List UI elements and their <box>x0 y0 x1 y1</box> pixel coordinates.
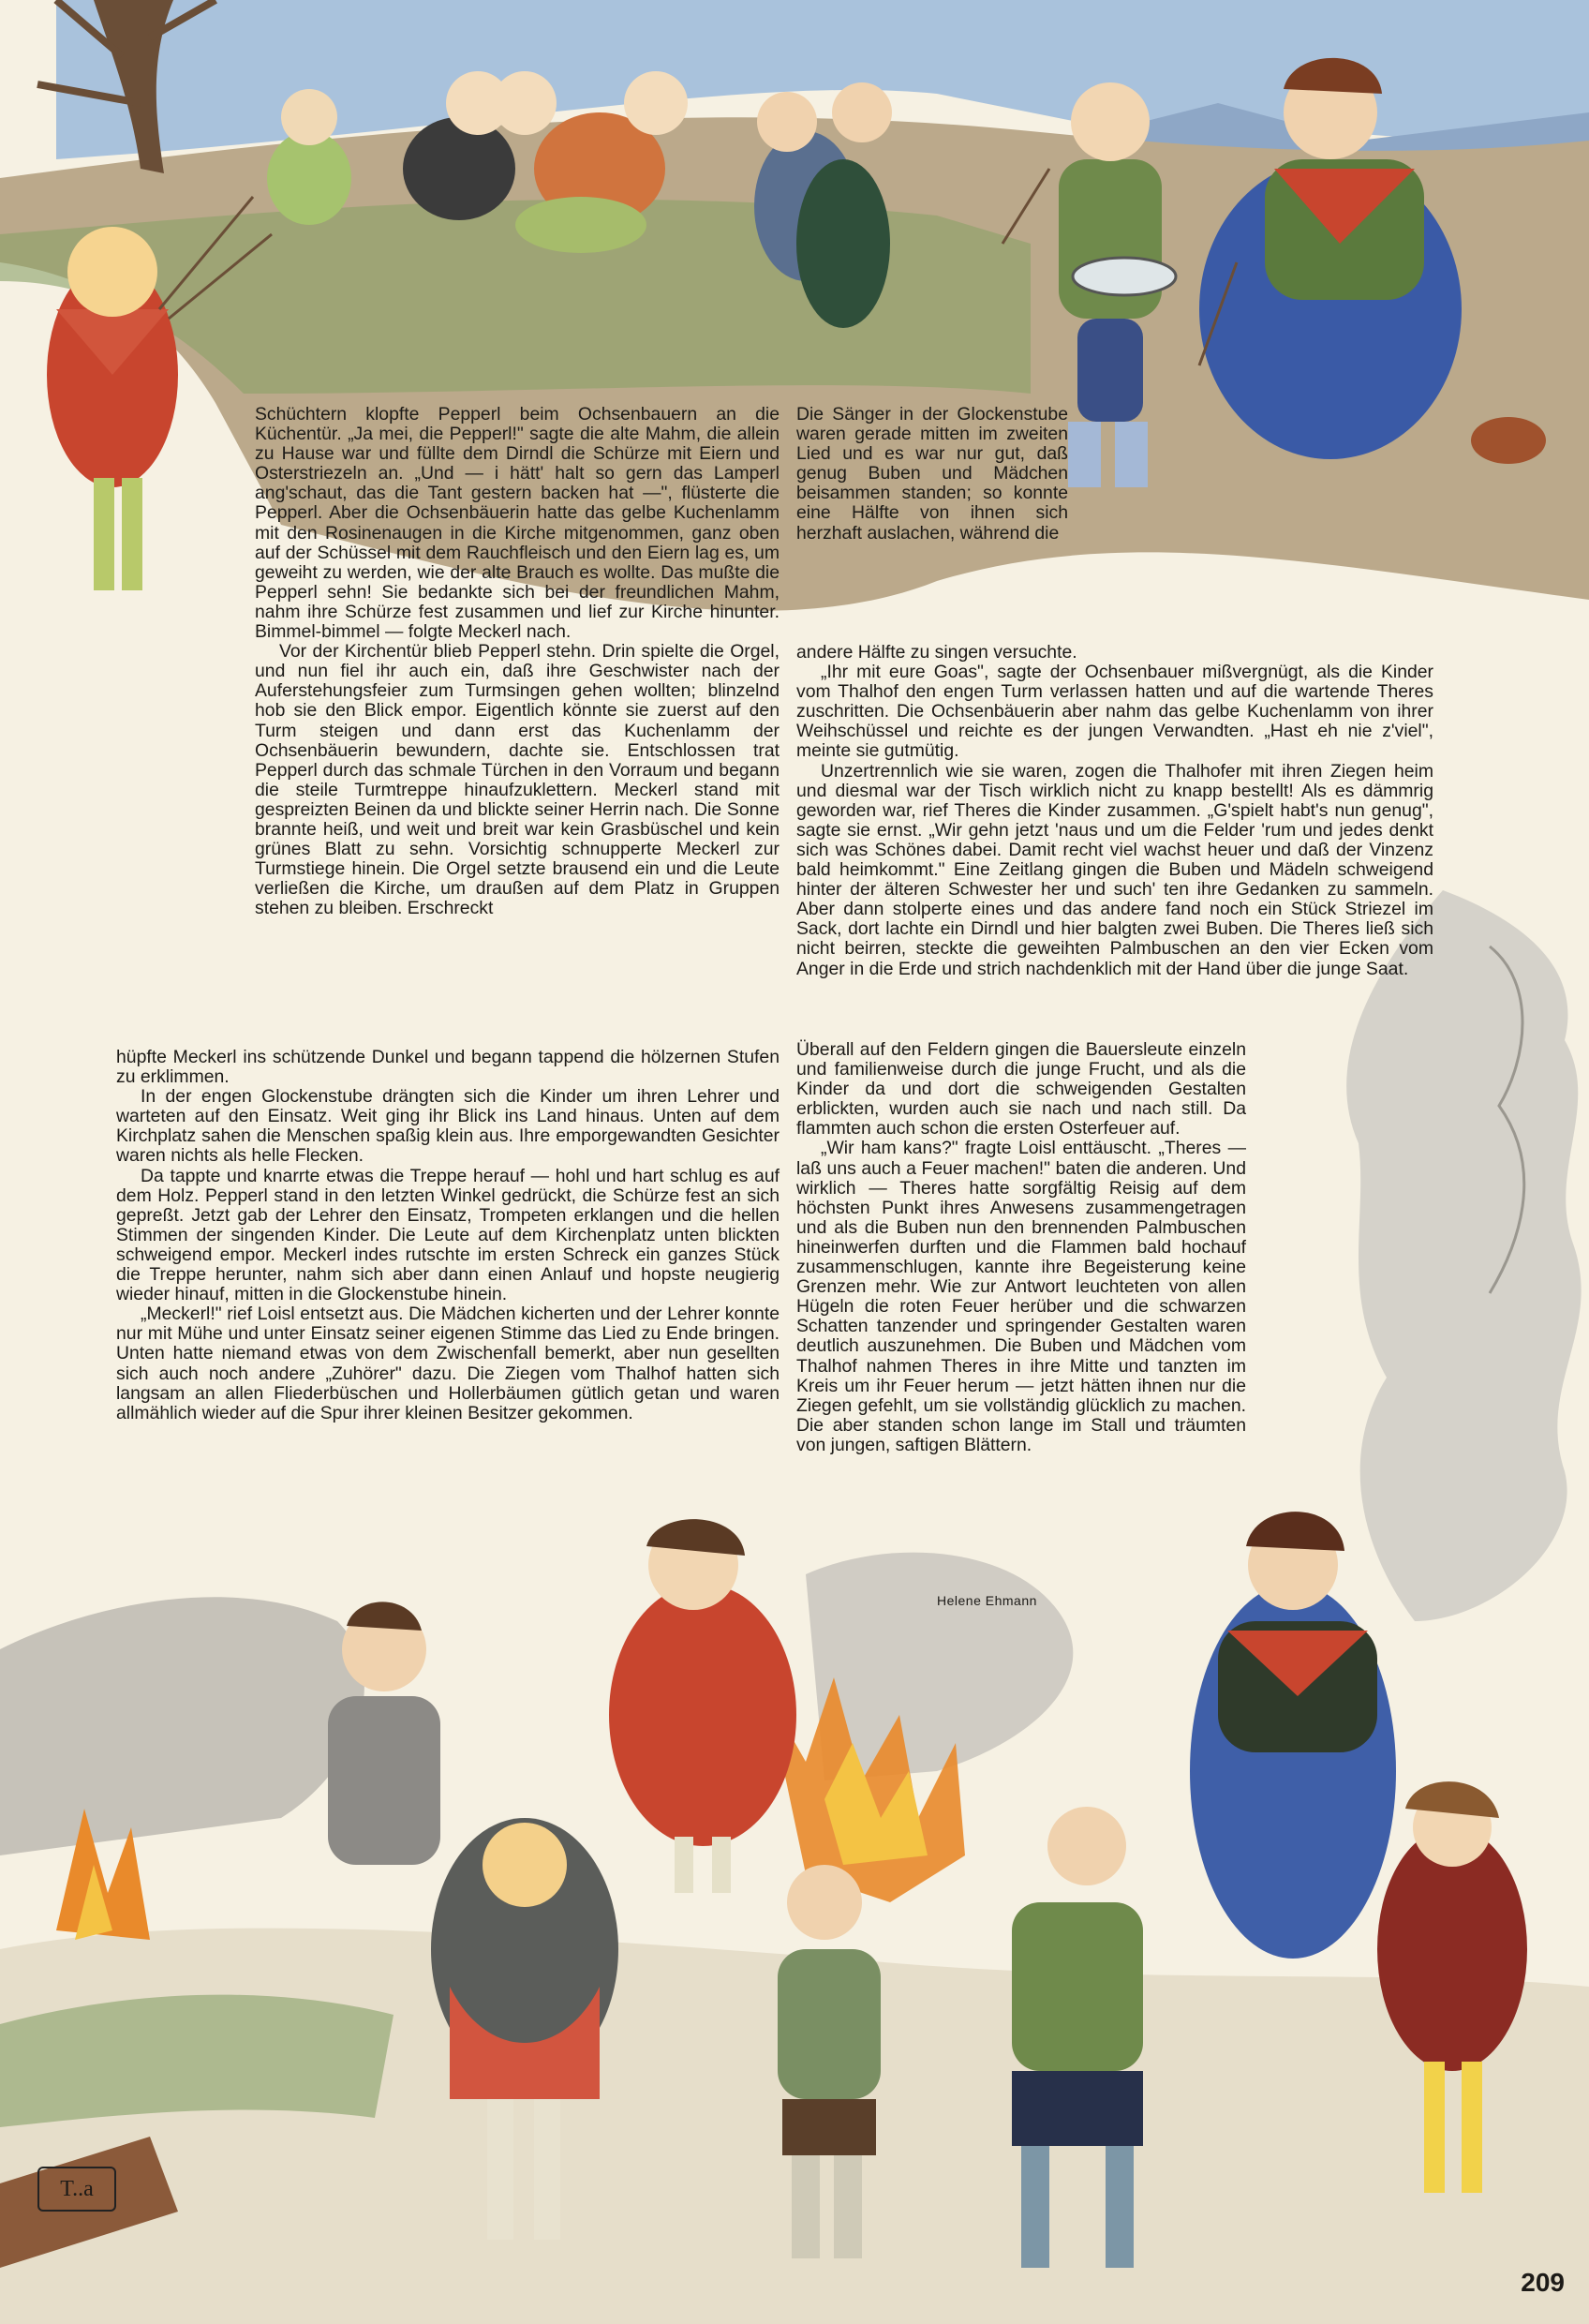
paragraph: andere Hälfte zu singen versuchte. <box>796 642 1077 663</box>
text-column-left-top <box>255 405 780 918</box>
paragraph: In der engen Glockenstube drängten sich die Kinder um ihren Lehrer und warteten auf den Einsatz. Weit ging ihr Blick ins Land hinaus. Unten auf dem Kirchplatz sahen die Menschen spaßig klein aus. Ihre emporgewandten Gesichter waren nichts als helle Flecken. <box>116 1086 780 1167</box>
text-column-right-top <box>796 405 1068 544</box>
paragraph: „Ihr mit eure Goas", sagte der Ochsenbauer mißvergnügt, als die Kinder vom Thalhof den engen Turm verlassen hatten und auf die wartende Theres zuschritten. Die Ochsenbäuerin aber nahm das gelbe Kuchenlamm von ihrer Weihschüssel und reichte es der jungen Verwandten. „Hast eh nie z'viel", meinte sie gutmütig. <box>796 662 1433 762</box>
illustrator-signature: T..a <box>37 2167 116 2212</box>
paragraph: Überall auf den Feldern gingen die Bauersleute einzeln und familienweise durch die junge Frucht, und als die Kinder da und dort die schweigenden Gestalten erblickten, wurden auch sie nach und nach still. Da flammten auch schon die ersten Osterfeuer auf. <box>796 1039 1246 1140</box>
top-illustration <box>0 0 1589 750</box>
easter-fire-dance-illustration <box>0 1462 1589 2324</box>
text-column-right-bottom <box>796 1040 1246 1455</box>
mother-blue-apron-icon <box>1190 1512 1396 1959</box>
bottom-illustration <box>0 1462 1589 2324</box>
children-on-path-illustration <box>0 0 1589 750</box>
page-number: 209 <box>1521 2268 1565 2297</box>
paragraph: „Meckerl!" rief Loisl entsetzt aus. Die Mädchen kicherten und der Lehrer konnte nur mit Mühe und unter Einsatz seiner eigenen Stimme das Lied zu Ende bringen. Unten hatte niemand etwas von dem Zwischenfall bemerkt, aber nun gesellten sich auch noch andere „Zuhörer" dazu. Die Ziegen vom Thalhof hatten sich langsam an allen Fliederbüschen und Hollerbäumen gütlich getan und waren allmählich wieder auf die Spur ihrer kleinen Besitzer gekommen. <box>116 1304 780 1423</box>
text-column-right-middle <box>796 643 1433 979</box>
boy-grey-jacket-icon <box>328 1601 440 1865</box>
paragraph: Die Sänger in der Glockenstube waren gerade mitten im zweiten Lied und es war nur gut, daß genug Buben und Mädchen beisammen standen; so konnte eine Hälfte von ihnen sich herzhaft auslachen, während die <box>796 404 1068 544</box>
girl-red-dress-icon <box>609 1519 796 1893</box>
text-column-left-bottom <box>116 1048 780 1423</box>
paragraph: Schüchtern klopfte Pepperl beim Ochsenbauern an die Küchentür. „Ja mei, die Pepperl!" sagte die alte Mahm, die allein zu Hause war und füllte dem Dirndl die Schürze mit Eiern und Osterstriezeln an. „Und — i hätt' halt so gern das Lamperl ang'schaut, das die Tant gestern backen hat —", flüsterte die Pepperl. Aber die Ochsenbäuerin hatte das gelbe Kuchenlamm mit den Rosinenaugen in die Kirche mitgenommen, ganz oben auf der Schüssel mit dem Rauchfleisch und den Eiern lag es, um geweiht zu werden, wie der alte Brauch es wollte. Das mußte die Pepperl sehn! Sie bedankte sich bei der freundlichen Mahm, nahm ihre Schürze fest zusammen und lief zur Kirche hinunter. Bimmel-bimmel — folgte Meckerl nach. <box>255 404 780 643</box>
paragraph: hüpfte Meckerl ins schützende Dunkel und begann tappend die hölzernen Stufen zu erklimmen. <box>116 1047 780 1088</box>
paragraph: „Wir ham kans?" fragte Loisl enttäuscht. „Theres — laß uns auch a Feuer machen!" baten die anderen. Und wirklich — Theres hatte sorgfältig Reisig auf dem höchsten Punkt ihres Anwesens zusammengetragen und als die Buben nun den brennenden Palmbuschen hineinwerfen durften und die Flammen bald hochauf zusammenschlugen, kannte ihre Begeisterung keine Grenzen mehr. Wie zur Antwort leuchteten von allen Hügeln die roten Feuer herüber und die schwarzen Schatten tanzender und springender Gestalten waren deutlich auszunehmen. Die Buben und Mädchen vom Thalhof nahmen Theres in ihre Mitte und tanzten im Kreis um ihr Feuer herum — jetzt hätten ihnen nur die Ziegen gefehlt, um sie vollständig glücklich zu machen. Die aber standen schon lange im Stall und träumten von jungen, saftigen Blättern. <box>796 1138 1246 1455</box>
paragraph: Unzertrennlich wie sie waren, zogen die Thalhofer mit ihren Ziegen heim und diesmal war der Tisch wirklich nicht zu knapp bestellt! Als es dämmrig geworden war, rief Theres die Kinder zusammen. „G'spielt habt's nun genug", sagte sie ernst. „Wir gehn jetzt 'naus und um die Felder 'rum und jedes denkt sich was Schönes dabei. Damit recht viel wachst heuer und daß der Vinzenz bald heimkommt." Eine Zeitlang gingen die Buben und Mädeln schweigend hinter der älteren Schwester her und such' ten ihre Gedanken zu sammeln. Aber dann stolperte eines und das andere fand noch ein Stück Striezel im Sack, dort lachte ein Dirndl und hier balgten zwei Buben. Die Theres ließ sich nicht beirren, steckte die geweihten Palmbuschen an den vier Ecken vom Anger in die Erde und strich nachdenklich mit der Hand über die junge Saat. <box>796 760 1433 979</box>
author-name: Helene Ehmann <box>937 1593 1037 1608</box>
paragraph: Vor der Kirchentür blieb Pepperl stehn. Drin spielte die Orgel, und nun fiel ihr auch ein, daß ihre Geschwister nach der Auferstehungsfeier zum Turmsingen gehen wollten; blinzelnd hob sie den Blick empor. Eigentlich könnte sie zuerst auf den Turm steigen und dann erst das Kuchenlamm der Ochsenbäuerin bewundern, dachte sie. Entschlossen trat Pepperl durch das schmale Türchen in den Vorraum und begann die steile Turmtreppe hinaufzuklettern. Meckerl stand mit gespreizten Beinen da und blickte seiner Herrin nach. Die Sonne brannte heiß, und weit und breit war kein Grasbüschel und kein grünes Blatt zu sehn. Vorsichtig schnupperte Meckerl zur Turmstiege hinein. Die Orgel setzte brausend ein und die Leute verließen die Kirche, um draußen auf dem Platz in Gruppen stehen zu bleiben. Erschreckt <box>255 641 780 919</box>
paragraph: Da tappte und knarrte etwas die Treppe herauf — hohl und hart schlug es auf dem Holz. Pepperl stand in den letzten Winkel gedrückt, die Schürze fest an sich gepreßt. Jetzt gab der Lehrer den Einsatz, Trompeten erklangen und die hellen Stimmen der singenden Kinder. Die Leute auf dem Kirchenplatz unten blickten schweigend empor. Meckerl indes rutschte im ersten Schreck ein ganzes Stück die Treppe herunter, nahm sich aber dann einen Anlauf und hopste neugierig wieder hinauf, mitten in die Glockenstube hinein. <box>116 1165 780 1305</box>
